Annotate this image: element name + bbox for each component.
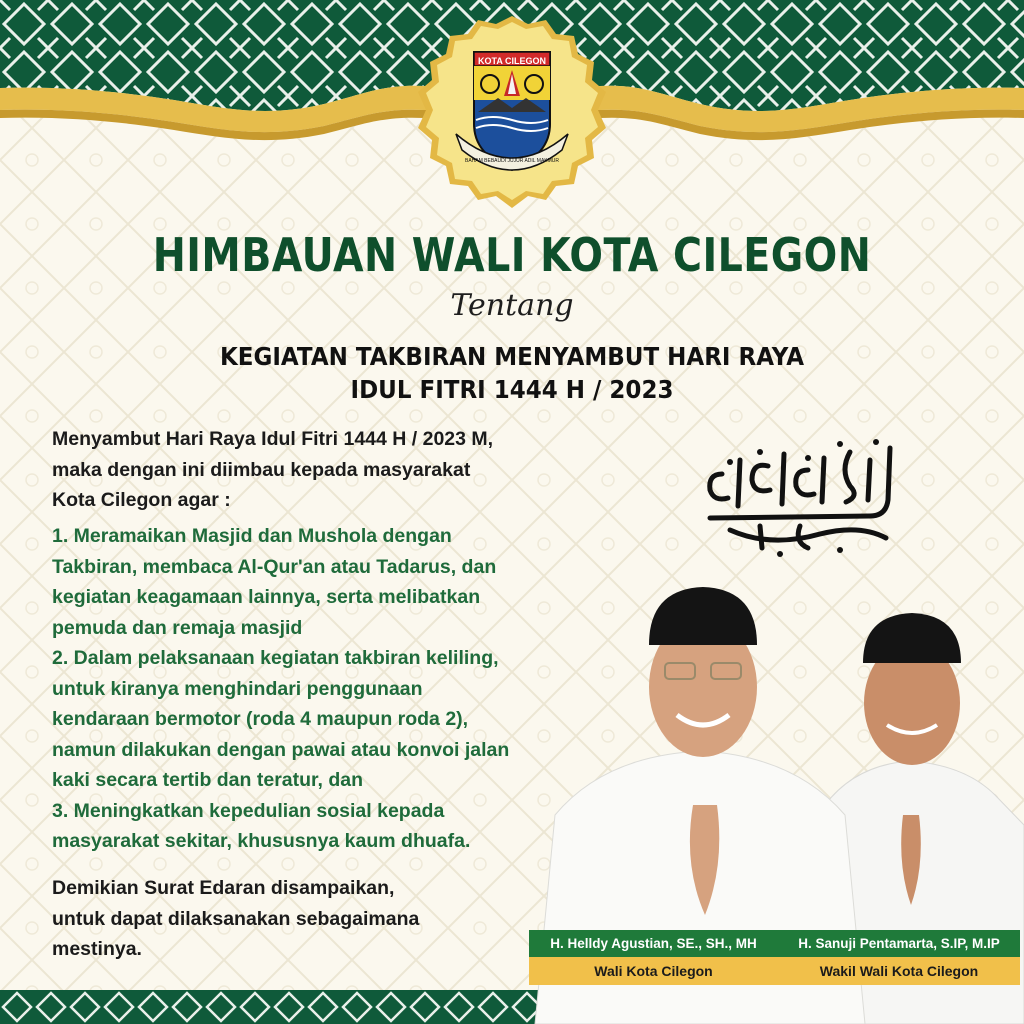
official-role-tag: Wali Kota Cilegon (529, 957, 778, 985)
point-line: untuk kiranya menghindari penggunaan (52, 677, 423, 700)
point-line: Takbiran, membaca Al-Qur'an atau Tadarus, dan (52, 555, 497, 578)
point-line: kaki secara tertib dan teratur, dan (52, 769, 364, 791)
point-line: 1. Meramaikan Masjid dan Mushola dengan (52, 525, 452, 547)
subtitle-line: KEGIATAN TAKBIRAN MENYAMBUT HARI RAYA (219, 342, 805, 371)
point-line: pemuda dan remaja masjid (52, 616, 303, 639)
page-title: HIMBAUAN WALI KOTA CILEGON (152, 228, 872, 282)
intro-line: Menyambut Hari Raya Idul Fitri 1444 H / 2023 M, (52, 428, 494, 450)
eid-calligraphy-icon (690, 430, 910, 560)
point-line: kegiatan keagamaan lainnya, serta melibatkan (52, 586, 481, 608)
point-line: 2. Dalam pelaksanaan kegiatan takbiran keliling, (52, 647, 499, 669)
point-line: kendaraan bermotor (roda 4 maupun roda 2), (52, 708, 469, 730)
crest-banner-text: KOTA CILEGON (478, 56, 546, 66)
subtitle (41, 340, 983, 406)
point-line: namun dilakukan dengan pawai atau konvoi jalan (52, 738, 510, 761)
closing-line: untuk dapat dilaksanakan sebagaimana (52, 907, 420, 930)
subtitle-line: IDUL FITRI 1444 H / 2023 (350, 375, 674, 404)
crest-motto-text: BAHAM BEBAUDI JUJUR ADIL MAKMUR (465, 158, 559, 164)
point-line: 3. Meningkatkan kepedulian sosial kepada (52, 799, 445, 822)
closing-line: Demikian Surat Edaran disampaikan, (52, 877, 395, 899)
closing-line: mestinya. (52, 938, 142, 960)
official-name-tag: H. Helldy Agustian, SE., SH., MH (529, 930, 778, 957)
official-name-tag: H. Sanuji Pentamarta, S.IP, M.IP (778, 930, 1020, 957)
point-line: masyarakat sekitar, khususnya kaum dhuafa. (52, 830, 471, 852)
intro-line: Kota Cilegon agar : (52, 489, 231, 511)
intro-paragraph (52, 424, 612, 516)
official-role-tag: Wakil Wali Kota Cilegon (778, 957, 1020, 985)
intro-line: maka dengan ini diimbau kepada masyarakat (52, 458, 471, 481)
tentang-label: Tentang (450, 288, 574, 323)
city-crest-icon (412, 12, 612, 217)
